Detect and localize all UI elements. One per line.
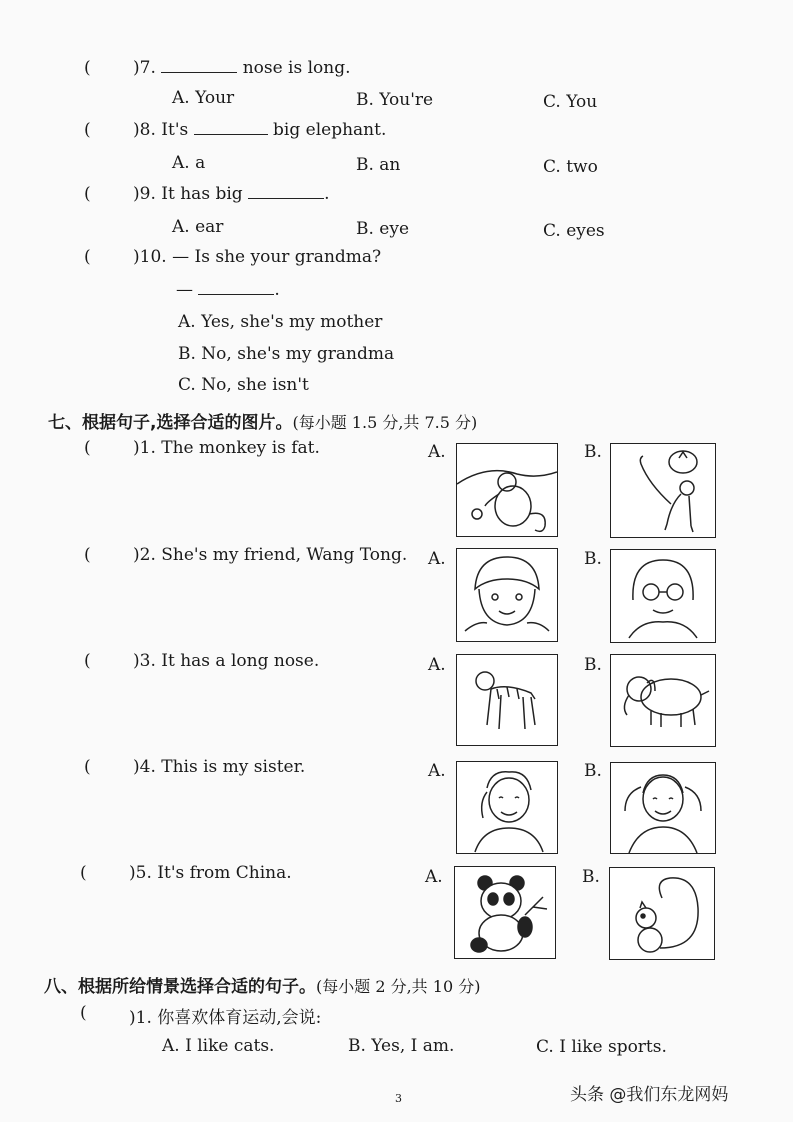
q7-option-c: C. You — [543, 92, 598, 112]
answer-paren-open: ( — [84, 438, 91, 458]
s7-item-2: )2. She's my friend, Wang Tong. — [133, 545, 408, 565]
question-7: )7. nose is long. — [133, 58, 351, 78]
s7-item-1: )1. The monkey is fat. — [133, 438, 320, 458]
girl-glasses-icon — [610, 549, 716, 643]
s8-item-1: )1. 你喜欢体育运动,会说: — [129, 1008, 322, 1028]
answer-paren-open: ( — [84, 247, 91, 267]
page-number: 3 — [395, 1092, 402, 1105]
answer-paren-open: ( — [80, 863, 87, 883]
q10-answer-line: — . — [176, 280, 280, 300]
answer-paren-open: ( — [84, 184, 91, 204]
squirrel-icon — [609, 867, 715, 960]
s8-1-option-c: C. I like sports. — [536, 1037, 667, 1057]
s7-4-label-a: A. — [428, 761, 446, 781]
question-8: )8. It's big elephant. — [133, 120, 387, 140]
answer-paren-open: ( — [84, 120, 91, 140]
s7-item-5: )5. It's from China. — [129, 863, 292, 883]
girl-face-icon — [456, 548, 558, 642]
q7-option-a: A. Your — [172, 88, 235, 108]
s7-item-4: )4. This is my sister. — [133, 757, 306, 777]
section-7-title: 七、根据句子,选择合适的图片。(每小题 1.5 分,共 7.5 分) — [48, 413, 478, 433]
q8-option-a: A. a — [172, 153, 206, 173]
s7-2-label-b: B. — [584, 549, 602, 569]
s7-item-3: )3. It has a long nose. — [133, 651, 320, 671]
answer-paren-open: ( — [84, 757, 91, 777]
fat-monkey-icon — [456, 443, 558, 537]
q10-option-c: C. No, she isn't — [178, 375, 309, 395]
s7-5-label-b: B. — [582, 867, 600, 887]
thin-monkey-icon — [610, 443, 716, 538]
question-9: )9. It has big . — [133, 184, 330, 204]
watermark-text: 头条 @我们东龙网妈 — [570, 1085, 729, 1105]
s7-3-label-a: A. — [428, 655, 446, 675]
q8-option-c: C. two — [543, 157, 598, 177]
q9-option-c: C. eyes — [543, 221, 605, 241]
answer-paren-open: ( — [84, 58, 91, 78]
s7-1-label-b: B. — [584, 442, 602, 462]
s8-1-option-a: A. I like cats. — [162, 1036, 275, 1056]
answer-paren-open: ( — [84, 651, 91, 671]
q8-option-b: B. an — [356, 155, 401, 175]
answer-paren-open: ( — [80, 1003, 87, 1023]
s8-1-option-b: B. Yes, I am. — [348, 1036, 455, 1056]
s7-1-label-a: A. — [428, 442, 446, 462]
q7-option-b: B. You're — [356, 90, 434, 110]
q10-option-a: A. Yes, she's my mother — [178, 312, 383, 332]
tiger-icon — [456, 654, 558, 746]
section-8-title: 八、根据所给情景选择合适的句子。(每小题 2 分,共 10 分) — [44, 977, 481, 997]
elephant-icon — [610, 654, 716, 747]
s7-4-label-b: B. — [584, 761, 602, 781]
panda-icon — [454, 866, 556, 959]
question-10: )10. — Is she your grandma? — [133, 247, 382, 267]
girl-pigtails-icon — [610, 762, 716, 854]
q9-option-b: B. eye — [356, 219, 410, 239]
q10-option-b: B. No, she's my grandma — [178, 344, 395, 364]
s7-5-label-a: A. — [425, 867, 443, 887]
q9-option-a: A. ear — [172, 217, 224, 237]
s7-2-label-a: A. — [428, 549, 446, 569]
answer-paren-open: ( — [84, 545, 91, 565]
s7-3-label-b: B. — [584, 655, 602, 675]
boy-icon — [456, 761, 558, 854]
